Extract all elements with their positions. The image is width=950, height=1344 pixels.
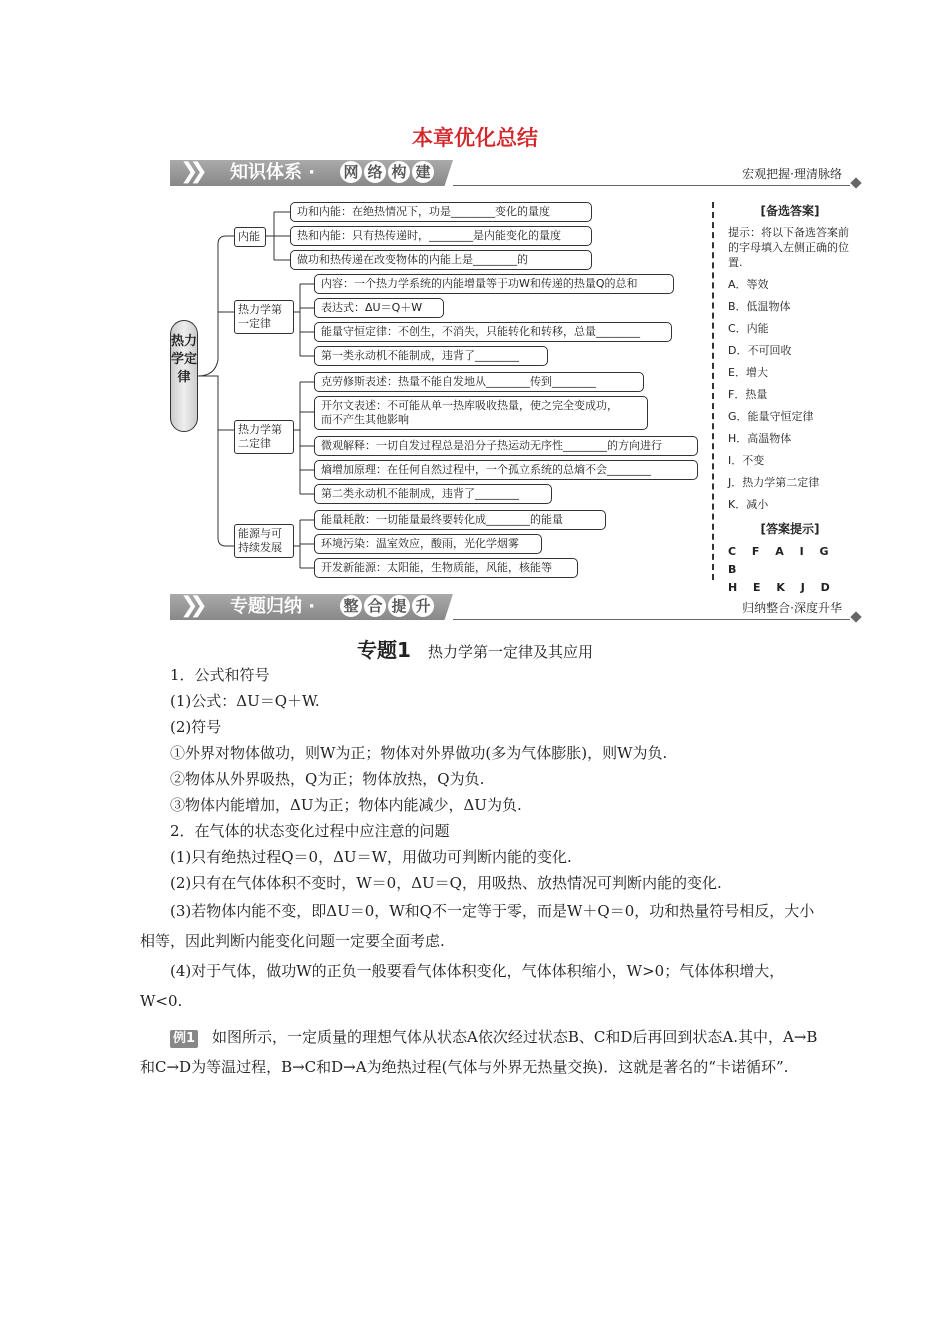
tree-item: 做功和热传递在改变物体的内能上是________的	[290, 250, 592, 270]
tree-category: 热力学第一定律	[234, 300, 294, 334]
answer-line: H E K J D	[728, 581, 836, 594]
tree-item: 熵增加原理：在任何自然过程中，一个孤立系统的总熵不会________	[314, 460, 698, 480]
panel-header: [备选答案]	[760, 204, 820, 218]
option-item: K．减小	[728, 498, 769, 511]
tree-item: 表达式：ΔU＝Q＋W	[314, 298, 444, 318]
option-item: E．增大	[728, 366, 768, 379]
paragraph: ①外界对物体做功，则W为正；物体对外界做功(多为气体膨胀)，则W为负.	[170, 744, 668, 762]
tree-item: 开发新能源：太阳能，生物质能，风能，核能等	[314, 558, 578, 578]
paragraph: ②物体从外界吸热，Q为正；物体放热，Q为负.	[170, 770, 485, 788]
banner-tag: 归纳整合·深度升华	[742, 601, 842, 615]
tree-item: 能量守恒定律：不创生，不消失，只能转化和转移，总量________	[314, 322, 672, 342]
banner-tag: 宏观把握·理清脉络	[742, 167, 842, 181]
paragraph: ③物体内能增加，ΔU为正；物体内能减少，ΔU为负.	[170, 796, 522, 814]
banner-char: 构	[388, 161, 410, 183]
tree-item: 克劳修斯表述：热量不能自发地从________传到________	[314, 372, 644, 392]
answer-panel	[712, 202, 852, 594]
answer-line: C F A I G B	[728, 545, 835, 576]
topic-subtitle: 热力学第一定律及其应用	[428, 643, 594, 661]
banner-char: 络	[364, 161, 386, 183]
option-item: A．等效	[728, 278, 769, 291]
paragraph: 2．在气体的状态变化过程中应注意的问题	[170, 822, 450, 840]
tree-item: 第二类永动机不能制成，违背了________	[314, 484, 552, 504]
option-item: H．高温物体	[728, 432, 792, 445]
page-title: 本章优化总结	[412, 126, 538, 150]
section-banner-topics: ❯❯ 专题归纳 · 整 合 提 升 归纳整合·深度升华	[170, 594, 860, 620]
banner-char: 网	[340, 161, 362, 183]
tree-category: 热力学第二定律	[234, 420, 294, 454]
banner-title: 专题归纳	[230, 596, 302, 617]
banner-rule	[453, 619, 850, 620]
tree-item: 热和内能：只有热传递时，________是内能变化的量度	[290, 226, 592, 246]
example-badge: 例1	[170, 1030, 198, 1048]
paragraph: (1)公式：ΔU＝Q＋W.	[170, 692, 320, 710]
example-text: 如图所示，一定质量的理想气体从状态A依次经过状态B、C和D后再回到状态A.其中，A→B和C→D为等温过程，B→C和D→A为绝热过程(气体与外界无热量交换)．这就是著名的“卡诺循环”.	[140, 1028, 818, 1076]
tree-item: 第一类永动机不能制成，违背了________	[314, 346, 548, 366]
banner-char: 提	[388, 595, 410, 617]
option-item: C．内能	[728, 322, 769, 335]
example-paragraph	[140, 1022, 820, 1082]
paragraph: 1．公式和符号	[170, 666, 270, 684]
paragraph: (2)只有在气体体积不变时，W＝0，ΔU＝Q，用吸热、放热情况可判断内能的变化.	[170, 874, 722, 892]
option-item: I．不变	[728, 454, 765, 467]
option-item: F．热量	[728, 388, 768, 401]
section-banner-knowledge: ❯❯ 知识体系 · 网 络 构 建 宏观把握·理清脉络	[170, 160, 860, 186]
tree-item-multiline: 开尔文表述：不可能从单一热库吸收热量，使之完全变成功， 而不产生其他影响	[314, 396, 648, 430]
panel-hint: 提示：将以下备选答案前的字母填入左侧正确的位置.	[728, 226, 849, 269]
paragraph: (2)符号	[170, 718, 222, 736]
double-chevron-icon: ❯❯	[180, 159, 199, 184]
banner-char: 升	[412, 595, 434, 617]
paragraph: (3)若物体内能不变，即ΔU＝0，W和Q不一定等于零，而是W＋Q＝0，功和热量符号相反，大小相等，因此判断内能变化问题一定要全面考虑.	[140, 902, 815, 950]
option-item: G．能量守恒定律	[728, 410, 814, 423]
banner-char: 建	[412, 161, 434, 183]
tree-item: 环境污染：温室效应，酸雨，光化学烟雾	[314, 534, 542, 554]
paragraph: (1)只有绝热过程Q＝0，ΔU＝W，用做功可判断内能的变化.	[170, 848, 572, 866]
tree-root: 热力学定律	[170, 320, 198, 432]
tree-category: 内能	[234, 227, 266, 247]
banner-char: 整	[340, 595, 362, 617]
tree-item: 功和内能：在绝热情况下，功是________变化的量度	[290, 202, 592, 222]
option-item: J．热力学第二定律	[728, 476, 820, 489]
option-item: B．低温物体	[728, 300, 791, 313]
tree-category: 能源与可持续发展	[234, 524, 294, 558]
option-item: D．不可回收	[728, 344, 792, 357]
body-text	[140, 662, 820, 1082]
paragraph: (4)对于气体，做功W的正负一般要看气体体积变化，气体体积缩小，W>0；气体体积增大，W<0.	[140, 962, 785, 1010]
topic-number: 专题1	[356, 638, 411, 662]
answer-header: [答案提示]	[760, 522, 820, 536]
banner-char: 合	[364, 595, 386, 617]
banner-title: 知识体系	[230, 162, 302, 183]
tree-item: 内容：一个热力学系统的内能增量等于功W和传递的热量Q的总和	[314, 274, 674, 294]
topic-heading	[0, 634, 950, 663]
tree-item: 微观解释：一切自发过程总是沿分子热运动无序性________的方向进行	[314, 436, 698, 456]
double-chevron-icon: ❯❯	[180, 593, 199, 618]
tree-item: 能量耗散：一切能量最终要转化成________的能量	[314, 510, 606, 530]
